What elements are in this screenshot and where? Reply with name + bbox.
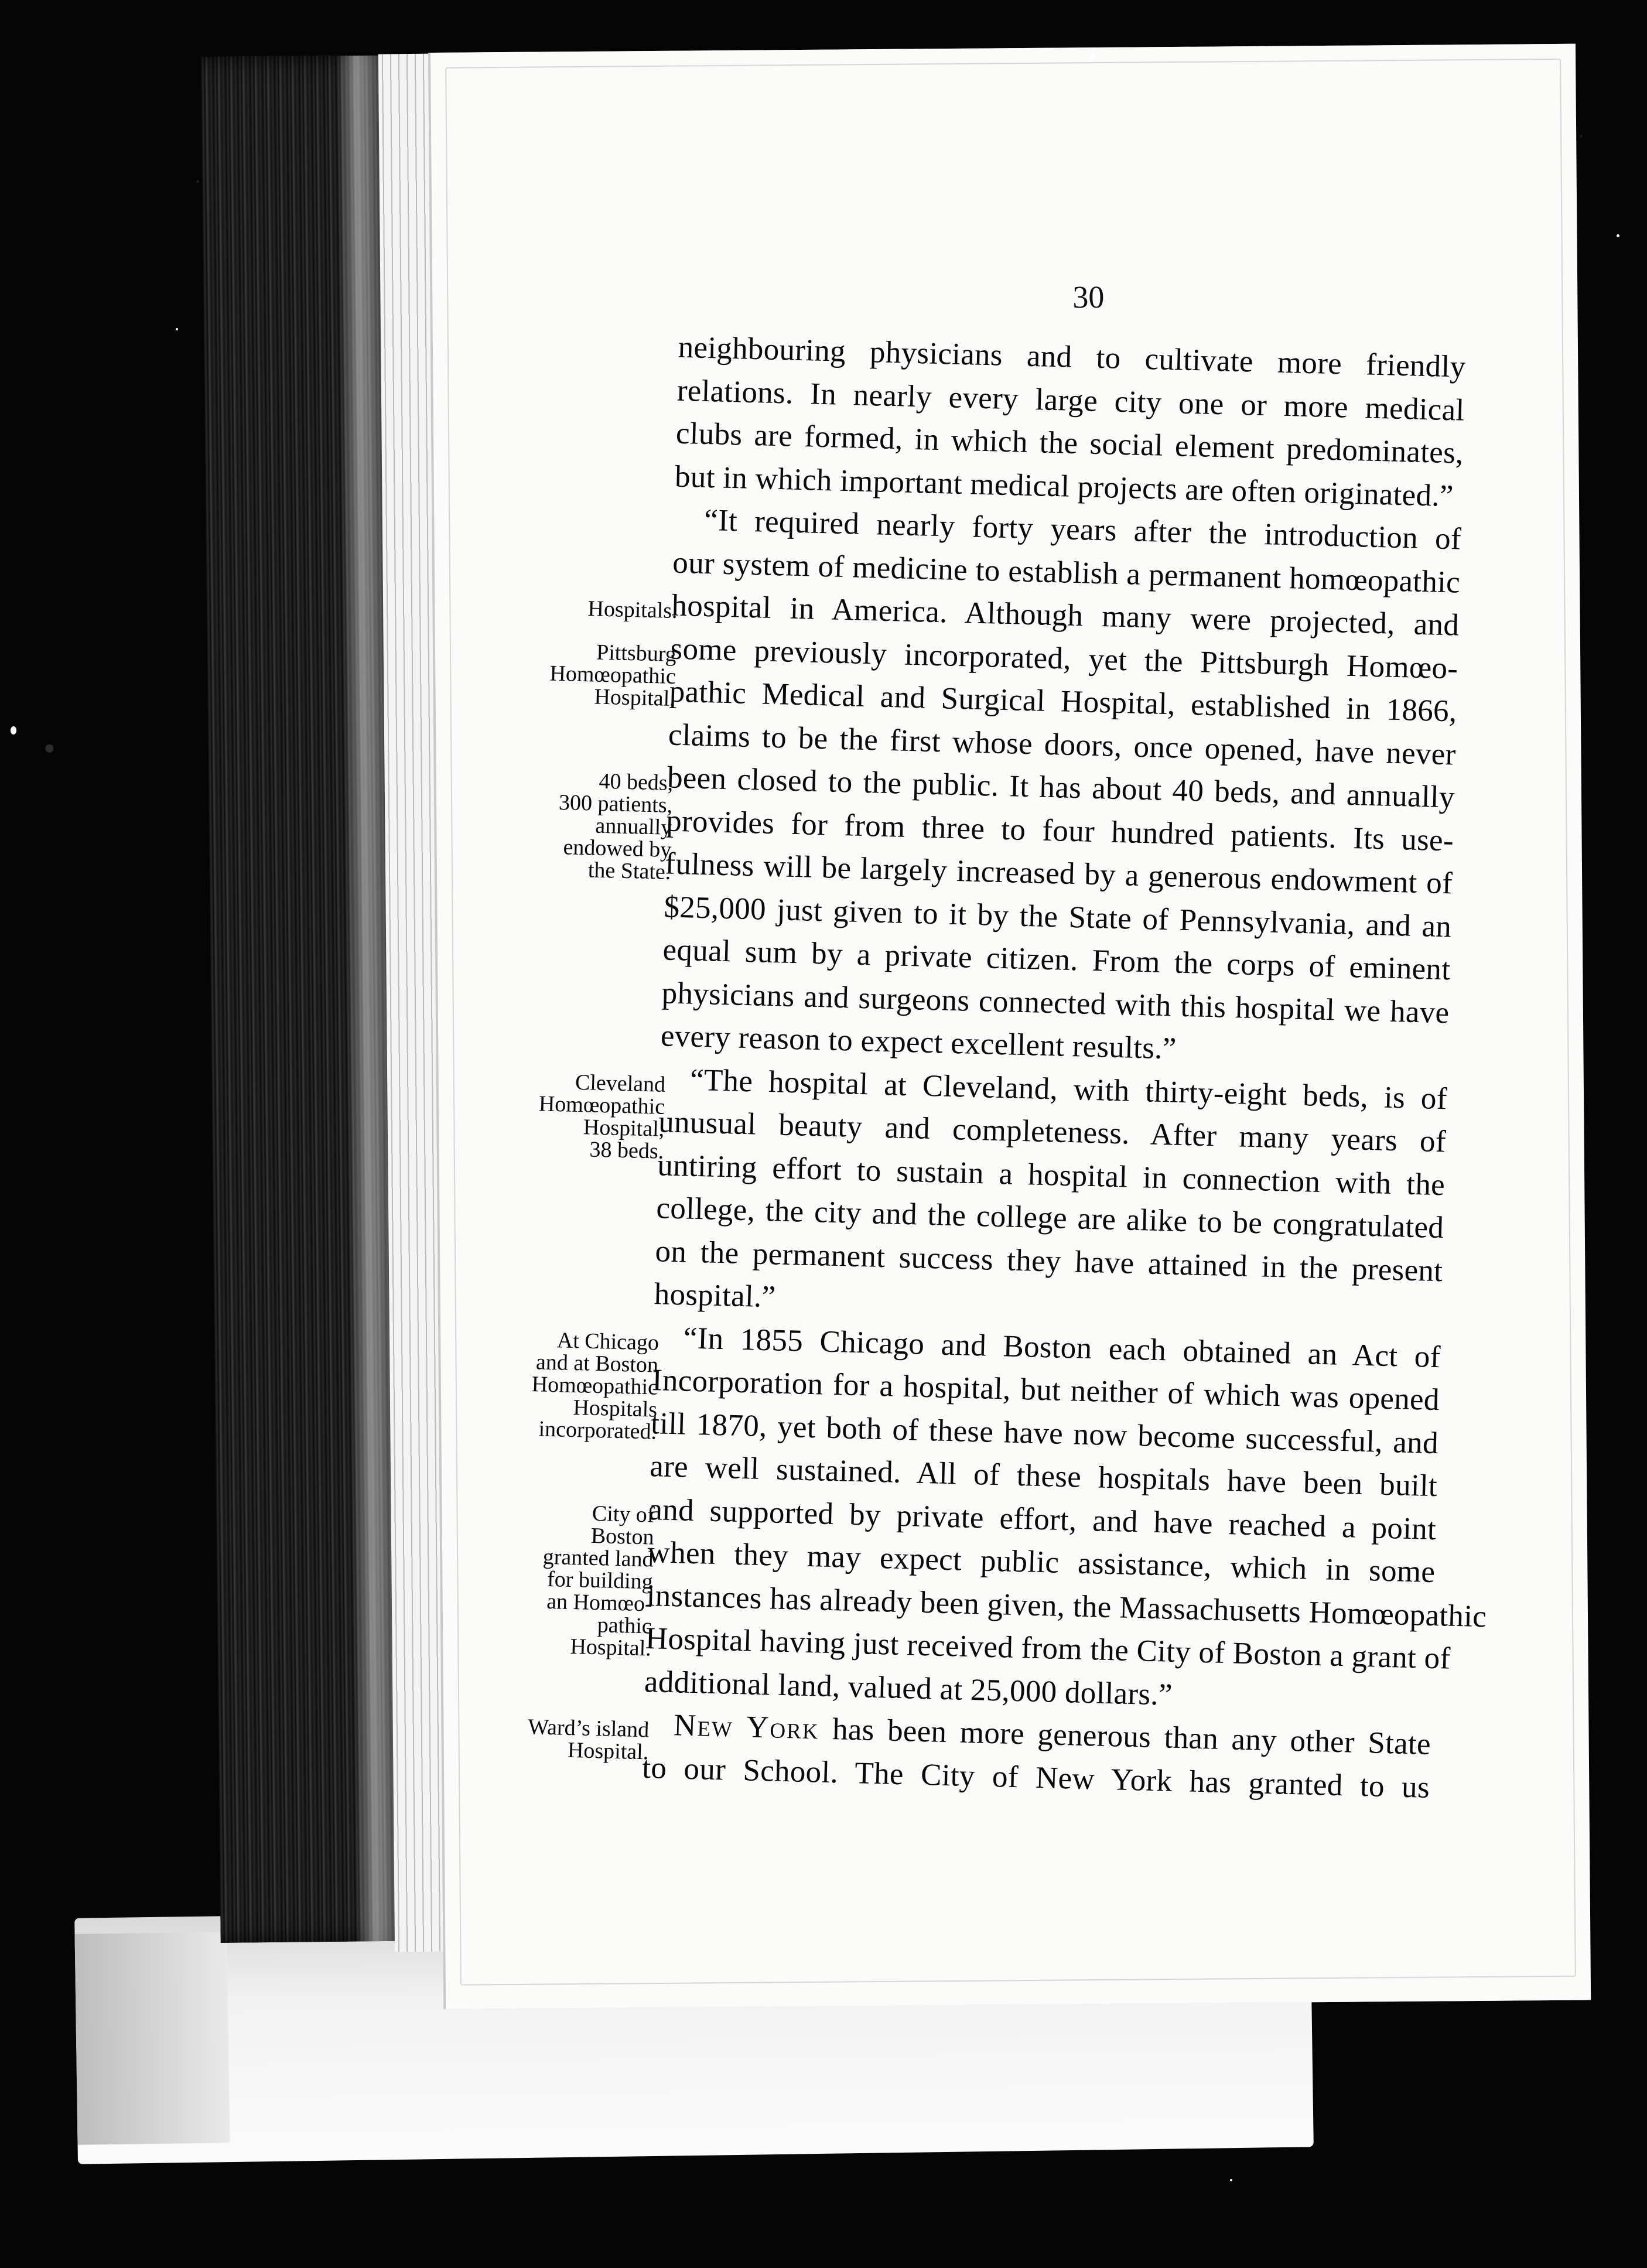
margin-note-line: pathic xyxy=(597,1612,652,1638)
margin-note-line: At Chicago xyxy=(556,1327,660,1355)
margin-note xyxy=(441,1068,666,1163)
text-line: equal sum by a private citizen. From the corps of eminent xyxy=(662,933,1451,987)
margin-note-line: Homœopathic xyxy=(549,661,676,689)
margin-note-line: Hospitals. xyxy=(587,596,678,624)
margin-note-line: the State. xyxy=(587,858,671,884)
margin-note-line: Boston xyxy=(590,1523,655,1550)
scan-speck xyxy=(1091,54,1094,60)
text-line: clubs are formed, in which the social element predominates, xyxy=(675,416,1464,470)
margin-note-line: Hospital. xyxy=(594,684,676,711)
margin-note-line: and at Boston xyxy=(535,1349,659,1378)
text-line: are well sustained. All of these hospitals have been built xyxy=(649,1449,1438,1504)
text-line: provides for from three to four hundred patients. Its use- xyxy=(665,803,1454,858)
text-line: till 1870, yet both of these have now become successful, and xyxy=(650,1406,1439,1460)
book-bottom-shadow xyxy=(74,1932,230,2145)
margin-note-line: endowed by xyxy=(563,835,672,862)
text-line: every reason to expect excellent results.” xyxy=(660,1019,1177,1066)
text-line: hospital in America. Although many were projected, and xyxy=(671,588,1460,643)
scan-speck xyxy=(1230,2179,1232,2181)
text-line: been closed to the public. It has about 40 beds, and annually xyxy=(667,760,1455,815)
text-line: fulness will be largely increased by a generous endowment of xyxy=(664,846,1453,901)
margin-note-line: Hospitals xyxy=(573,1395,658,1422)
margin-note-line: Hospital. xyxy=(567,1737,649,1765)
margin-note-line: 38 beds. xyxy=(589,1137,664,1164)
scan-speck xyxy=(11,726,16,735)
text-line: but in which important medical projects are often originated.” xyxy=(674,459,1454,513)
margin-note-line: annually xyxy=(594,813,672,840)
margin-note-line: Hospital. xyxy=(569,1634,652,1661)
text-line: Hospital having just received from the City of Boston a grant of xyxy=(645,1621,1451,1676)
text-line: physicians and surgeons connected with this hospital we have xyxy=(661,975,1450,1030)
printed-page xyxy=(430,44,1591,2009)
text-line: unusual beauty and completeness. After many years of xyxy=(658,1105,1447,1159)
text-line: college, the city and the college are alike to be congratulated xyxy=(655,1191,1444,1245)
scan-speck xyxy=(1617,234,1619,237)
margin-note-line: Homœopathic xyxy=(531,1371,658,1400)
text-line: to our School. The City of New York has granted to us xyxy=(641,1750,1430,1805)
text-line: on the permanent success they have attained in the present xyxy=(654,1234,1444,1288)
margin-note xyxy=(426,1713,650,1764)
page-number: 30 xyxy=(1072,279,1105,315)
text-line: claims to be the first whose doors, once opened, have never xyxy=(668,717,1457,771)
margin-note-line: incorporated. xyxy=(538,1416,657,1444)
margin-note-line: Homœopathic xyxy=(538,1091,665,1119)
margin-note xyxy=(434,1326,660,1443)
text-line: pathic Medical and Surgical Hospital, established in 1866, xyxy=(669,674,1458,729)
text-line: Incorporation for a hospital, but neither of which was opened xyxy=(651,1363,1440,1418)
text-line: relations. In nearly every large city one or more medical xyxy=(676,373,1465,428)
small-caps-text: New York xyxy=(673,1708,820,1746)
margin-note xyxy=(428,1498,655,1659)
text-line: $25,000 just given to it by the State of Pennsylvania, and an xyxy=(663,889,1452,944)
text-line: “The hospital at Cleveland, with thirty-eight beds, is of xyxy=(689,1063,1448,1116)
margin-note-line: City of xyxy=(592,1501,655,1528)
margin-note-line: Hospital, xyxy=(583,1114,665,1142)
margin-note-line: 300 patients, xyxy=(558,790,673,818)
margin-note-line: an Homœo- xyxy=(546,1589,653,1617)
text-line: untiring effort to sustain a hospital in connection with the xyxy=(657,1147,1446,1202)
margin-note-line: for building xyxy=(546,1566,654,1594)
body-text xyxy=(641,326,1487,1809)
text-line: instances has already been given, the Massachusetts Homœopathic xyxy=(646,1578,1487,1634)
text-line: “In 1855 Chicago and Boston each obtained an Act of xyxy=(683,1320,1441,1374)
text-line: when they may expect public assistance, which in some xyxy=(647,1535,1436,1590)
text-line: “It required nearly forty years after the introduction of xyxy=(703,503,1462,556)
margin-note-line: granted land xyxy=(542,1544,654,1572)
margin-note-line: Cleveland xyxy=(575,1070,666,1097)
margin-note-line: 40 beds, xyxy=(598,768,674,795)
text-line: neighbouring physicians and to cultivate more friendly xyxy=(678,330,1467,384)
margin-note-line: Ward’s island xyxy=(527,1714,650,1743)
text-line: our system of medicine to establish a permanent homœopathic xyxy=(672,545,1461,600)
scan-speck xyxy=(176,328,178,330)
margin-note-line: Pittsburg xyxy=(596,640,677,667)
text-line: additional land, valued at 25,000 dollars.” xyxy=(644,1664,1173,1712)
text-line: New York has been more generous than any other State xyxy=(673,1708,1431,1761)
text-line: hospital.” xyxy=(654,1277,777,1314)
text-line: and supported by private effort, and have reached a point xyxy=(648,1492,1437,1546)
margin-note xyxy=(452,637,676,710)
margin-note xyxy=(448,766,674,883)
text-line: some previously incorporated, yet the Pittsburgh Homœo- xyxy=(670,631,1459,686)
